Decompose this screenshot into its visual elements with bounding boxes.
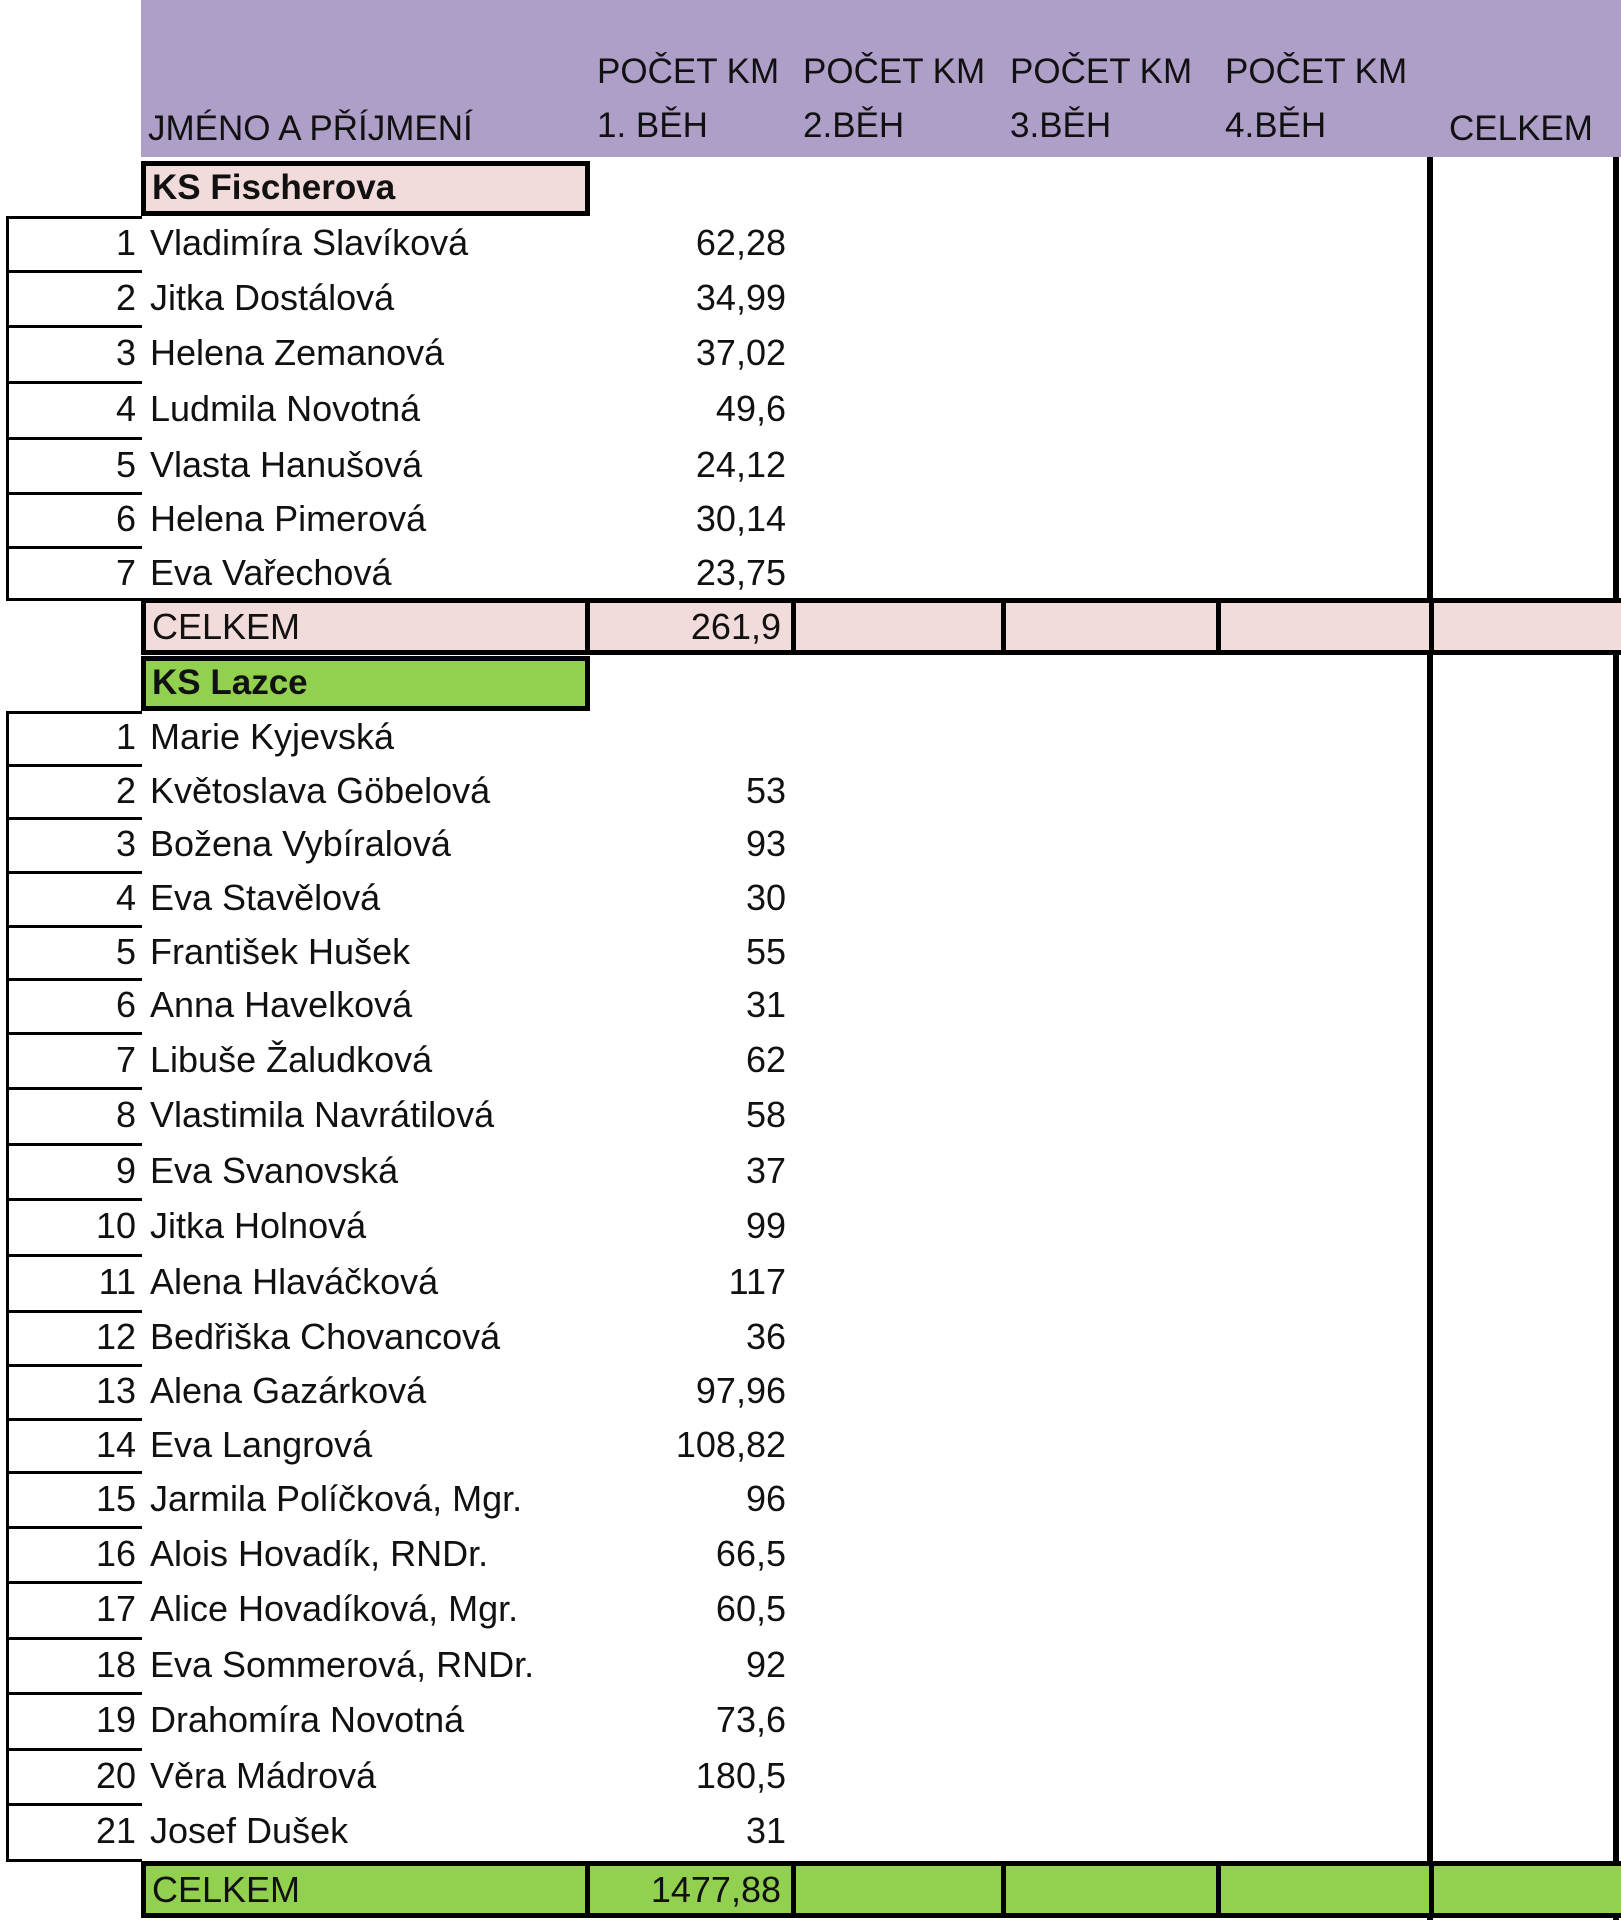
row-number: 2: [115, 277, 136, 318]
lazce-total-sum-cell: [1429, 1866, 1621, 1913]
fischerova-total-km1: 261,9: [690, 606, 781, 647]
row-separator: [6, 1471, 142, 1474]
row-km1: 37,02: [695, 332, 786, 373]
fischerova-total-km4-cell: [1216, 603, 1429, 650]
header-run1-line1: POČET KM: [597, 52, 780, 91]
row-number: 21: [95, 1810, 136, 1851]
total-col-right-border: [1613, 157, 1619, 1920]
row-separator: [6, 871, 142, 874]
row-number: 1: [115, 222, 136, 263]
row-name: Helena Pimerová: [150, 498, 427, 539]
row-name: Květoslava Göbelová: [150, 770, 491, 811]
row-number: 1: [115, 716, 136, 757]
row-number: 9: [115, 1150, 136, 1191]
row-name: Věra Mádrová: [150, 1755, 377, 1796]
row-number: 2: [115, 770, 136, 811]
row-km1: 117: [728, 1261, 786, 1302]
row-km1: 62,28: [695, 222, 786, 263]
row-number: 11: [98, 1261, 136, 1302]
row-km1: 96: [745, 1478, 786, 1519]
row-name: Eva Sommerová, RNDr.: [150, 1644, 535, 1685]
fischerova-total-km1-cell: [585, 603, 791, 650]
row-number: 13: [95, 1370, 136, 1411]
row-name: Alois Hovadík, RNDr.: [150, 1533, 489, 1574]
row-km1: 30,14: [695, 498, 786, 539]
header-total-col: CELKEM: [1449, 109, 1593, 148]
lazce-total-km1-cell: [585, 1866, 791, 1913]
header-name-col: JMÉNO A PŘÍJMENÍ: [148, 109, 473, 148]
row-separator: [6, 764, 142, 767]
row-number: 16: [95, 1533, 136, 1574]
row-name: Eva Vařechová: [150, 552, 392, 593]
row-number: 10: [95, 1205, 136, 1246]
row-separator: [6, 1198, 142, 1201]
fischerova-total-sum-cell: [1429, 603, 1621, 650]
row-number: 12: [95, 1316, 136, 1357]
header-run4-line2: 4.BĚH: [1225, 106, 1327, 145]
row-name: Alena Hlaváčková: [150, 1261, 439, 1302]
row-separator: [6, 270, 142, 273]
fischerova-total-km2-cell: [791, 603, 1001, 650]
row-name: Alena Gazárková: [150, 1370, 427, 1411]
lazce-total-km4-cell: [1216, 1866, 1429, 1913]
row-km1: 108,82: [675, 1424, 786, 1465]
lazce-total-label: CELKEM: [152, 1869, 301, 1910]
row-km1: 55: [745, 931, 786, 972]
lazce-total-km1: 1477,88: [650, 1869, 781, 1910]
row-separator: [6, 1032, 142, 1035]
row-km1: 180,5: [695, 1755, 786, 1796]
row-separator: [6, 1143, 142, 1146]
row-separator: [6, 978, 142, 981]
row-km1: 31: [745, 1810, 786, 1851]
row-name: Vlastimila Navrátilová: [150, 1094, 495, 1135]
row-km1: 49,6: [715, 388, 786, 429]
row-name: Vlasta Hanušová: [150, 444, 423, 485]
row-number: 5: [115, 931, 136, 972]
row-name: Ludmila Novotná: [150, 388, 421, 429]
header-run3-line1: POČET KM: [1010, 52, 1193, 91]
row-number: 4: [115, 877, 136, 918]
row-km1: 23,75: [695, 552, 786, 593]
header-run2-line2: 2.BĚH: [803, 106, 905, 145]
row-name: Bedřiška Chovancová: [150, 1316, 501, 1357]
row-name: Alice Hovadíková, Mgr.: [150, 1588, 519, 1629]
lazce-total-label-cell: [141, 1866, 590, 1913]
row-km1: 60,5: [715, 1588, 786, 1629]
row-number: 3: [115, 332, 136, 373]
row-name: Vladimíra Slavíková: [150, 222, 469, 263]
row-number: 17: [95, 1588, 136, 1629]
row-separator: [6, 1637, 142, 1640]
row-separator: [6, 492, 142, 495]
row-km1: 99: [745, 1205, 786, 1246]
header-run2-line1: POČET KM: [803, 52, 986, 91]
row-separator: [6, 925, 142, 928]
row-name: Eva Langrová: [150, 1424, 373, 1465]
fischerova-total-km3-cell: [1001, 603, 1216, 650]
section-title-fischerova: KS Fischerova: [141, 161, 590, 216]
row-km1: 34,99: [695, 277, 786, 318]
row-number: 5: [115, 444, 136, 485]
row-km1: 58: [745, 1094, 786, 1135]
row-separator: [6, 1310, 142, 1313]
row-name: Eva Svanovská: [150, 1150, 399, 1191]
total-col-left-border: [1427, 157, 1433, 1920]
row-separator: [6, 1364, 142, 1367]
row-number: 3: [115, 823, 136, 864]
row-number: 15: [95, 1478, 136, 1519]
row-separator: [6, 1418, 142, 1421]
header-run4-line1: POČET KM: [1225, 52, 1408, 91]
row-number: 6: [115, 984, 136, 1025]
fischerova-total-label-cell: [141, 603, 590, 650]
row-km1: 24,12: [695, 444, 786, 485]
row-number: 8: [115, 1094, 136, 1135]
row-name: Jarmila Políčková, Mgr.: [150, 1478, 523, 1519]
row-name: František Hušek: [150, 931, 411, 972]
row-name: Eva Stavělová: [150, 877, 381, 918]
row-separator: [6, 1526, 142, 1529]
row-km1: 36: [745, 1316, 786, 1357]
row-name: Josef Dušek: [150, 1810, 349, 1851]
row-name: Anna Havelková: [150, 984, 413, 1025]
row-number: 7: [115, 1039, 136, 1080]
row-km1: 62: [745, 1039, 786, 1080]
row-name: Božena Vybíralová: [150, 823, 451, 864]
row-separator: [6, 1692, 142, 1695]
row-km1: 97,96: [695, 1370, 786, 1411]
lazce-total-km3-cell: [1001, 1866, 1216, 1913]
row-name: Marie Kyjevská: [150, 716, 395, 757]
row-km1: 66,5: [715, 1533, 786, 1574]
section-title-lazce: KS Lazce: [141, 656, 590, 711]
row-number: 14: [95, 1424, 136, 1465]
row-number: 6: [115, 498, 136, 539]
row-name: Drahomíra Novotná: [150, 1699, 465, 1740]
header-run1-line2: 1. BĚH: [597, 106, 708, 145]
row-separator: [6, 1803, 142, 1806]
fischerova-total-label: CELKEM: [152, 606, 301, 647]
row-name: Helena Zemanová: [150, 332, 445, 373]
row-km1: 30: [745, 877, 786, 918]
row-km1: 93: [745, 823, 786, 864]
row-separator: [6, 325, 142, 328]
row-separator: [6, 546, 142, 549]
row-number: 4: [115, 388, 136, 429]
row-km1: 53: [745, 770, 786, 811]
fischerova-total-row: [141, 598, 1621, 655]
row-name: Jitka Holnová: [150, 1205, 367, 1246]
row-number: 20: [95, 1755, 136, 1796]
row-km1: 31: [745, 984, 786, 1025]
lazce-total-km2-cell: [791, 1866, 1001, 1913]
row-separator: [6, 437, 142, 440]
lazce-total-row: [141, 1861, 1621, 1918]
row-separator: [6, 1748, 142, 1751]
row-km1: 73,6: [715, 1699, 786, 1740]
row-separator: [6, 1254, 142, 1257]
header-run3-line2: 3.BĚH: [1010, 106, 1112, 145]
row-separator: [6, 1581, 142, 1584]
row-number: 7: [115, 552, 136, 593]
row-number: 19: [95, 1699, 136, 1740]
row-km1: 37: [745, 1150, 786, 1191]
row-name: Jitka Dostálová: [150, 277, 395, 318]
row-km1: 92: [745, 1644, 786, 1685]
row-number: 18: [95, 1644, 136, 1685]
row-separator: [6, 381, 142, 384]
row-name: Libuše Žaludková: [150, 1039, 433, 1080]
row-separator: [6, 1087, 142, 1090]
row-separator: [6, 817, 142, 820]
